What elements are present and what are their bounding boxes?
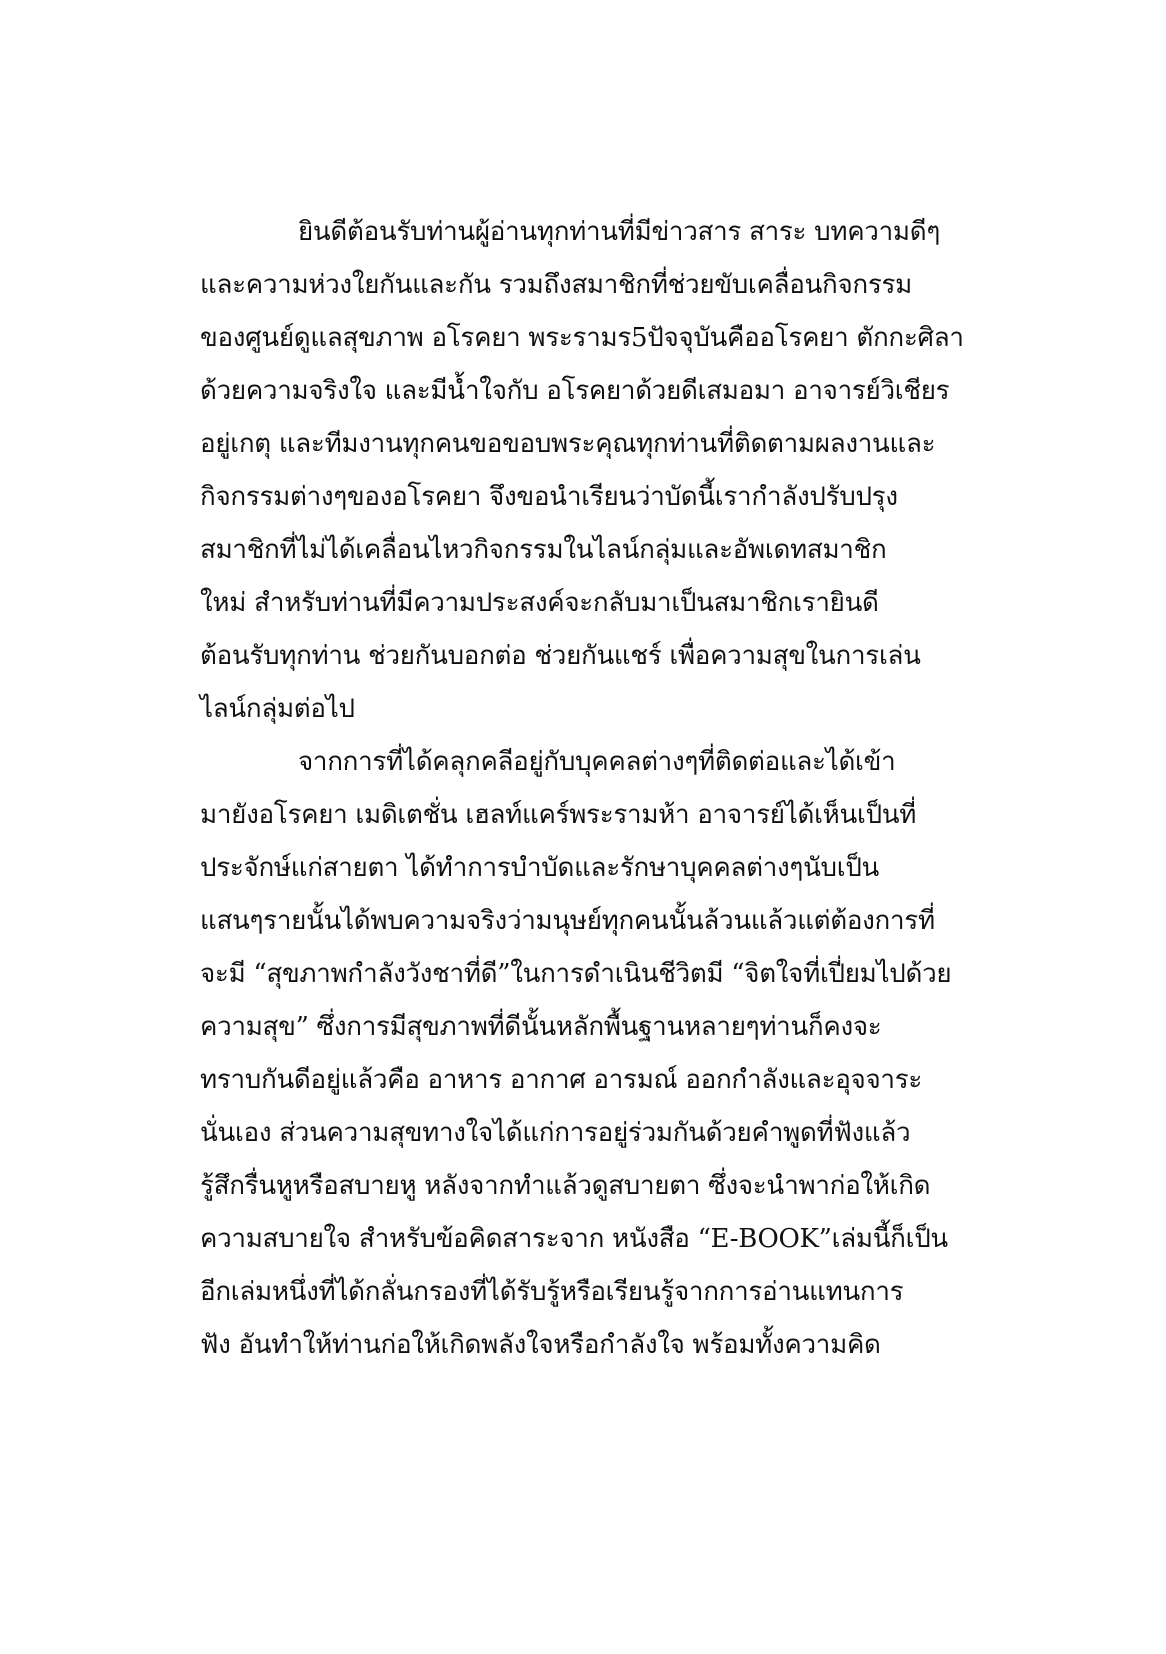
- paragraph-line: ความสบายใจ สำหรับข้อคิดสาระจาก หนังสือ “E-BOOK”เล่มนี้ก็เป็น: [200, 1224, 948, 1254]
- paragraph-line: มายังอโรคยา เมดิเตชั่น เฮลท์แคร์พระรามห้า อาจารย์ได้เห็นเป็นที่: [200, 800, 917, 830]
- body-text: [200, 206, 980, 1372]
- paragraph-line: กิจกรรมต่างๆของอโรคยา จึงขอนำเรียนว่าบัดนี้เรากำลังปรับปรุง: [200, 482, 898, 512]
- paragraph-line: ใหม่ สำหรับท่านที่มีความประสงค์จะกลับมาเป็นสมาชิกเรายินดี: [200, 588, 879, 618]
- paragraph-line: จะมี “สุขภาพกำลังวังชาที่ดี”ในการดำเนินชีวิตมี “จิตใจที่เปี่ยมไปด้วย: [200, 959, 952, 989]
- paragraph-line: และความห่วงใยกันและกัน รวมถึงสมาชิกที่ช่วยขับเคลื่อนกิจกรรม: [200, 270, 913, 300]
- paragraph-1: [200, 206, 980, 736]
- paragraph-line: ด้วยความจริงใจ และมีน้ำใจกับ อโรคยาด้วยดีเสมอมา อาจารย์วิเชียร: [200, 376, 950, 406]
- paragraph-line: ความสุข” ซึ่งการมีสุขภาพที่ดีนั้นหลักพื้นฐานหลายๆท่านก็คงจะ: [200, 1012, 882, 1042]
- paragraph-line: ทราบกันดีอยู่แล้วคือ อาหาร อากาศ อารมณ์ ออกกำลังและอุจจาระ: [200, 1065, 923, 1095]
- paragraph-line: ไลน์กลุ่มต่อไป: [200, 694, 355, 724]
- paragraph-line: อยู่เกตุ และทีมงานทุกคนขอขอบพระคุณทุกท่านที่ติดตามผลงานและ: [200, 429, 936, 459]
- paragraph-line: ยินดีต้อนรับท่านผู้อ่านทุกท่านที่มีข่าวสาร สาระ บทความดีๆ: [298, 217, 940, 247]
- paragraph-line: นั่นเอง ส่วนความสุขทางใจได้แก่การอยู่ร่วมกันด้วยคำพูดที่ฟังแล้ว: [200, 1118, 911, 1148]
- paragraph-line: ต้อนรับทุกท่าน ช่วยกันบอกต่อ ช่วยกันแชร์ เพื่อความสุขในการเล่น: [200, 641, 921, 671]
- paragraph-line: รู้สึกรื่นหูหรือสบายหู หลังจากทำแล้วดูสบายตา ซึ่งจะนำพาก่อให้เกิด: [200, 1171, 931, 1201]
- paragraph-line: แสนๆรายนั้นได้พบความจริงว่ามนุษย์ทุกคนนั้นล้วนแล้วแต่ต้องการที่: [200, 906, 935, 936]
- paragraph-line: ประจักษ์แก่สายตา ได้ทำการบำบัดและรักษาบุคคลต่างๆนับเป็น: [200, 853, 880, 883]
- paragraph-2: [200, 736, 980, 1372]
- paragraph-line: จากการที่ได้คลุกคลีอยู่กับบุคคลต่างๆที่ติดต่อและได้เข้า: [298, 747, 896, 777]
- paragraph-line: ฟัง อันทำให้ท่านก่อให้เกิดพลังใจหรือกำลังใจ พร้อมทั้งความคิด: [200, 1330, 881, 1360]
- paragraph-line: ของศูนย์ดูแลสุขภาพ อโรคยา พระรามร5ปัจจุบันคืออโรคยา ตักกะศิลา: [200, 323, 964, 353]
- paragraph-line: สมาชิกที่ไม่ได้เคลื่อนไหวกิจกรรมในไลน์กลุ่มและอัพเดทสมาชิก: [200, 535, 887, 565]
- paragraph-line: อีกเล่มหนึ่งที่ได้กลั่นกรองที่ได้รับรู้หรือเรียนรู้จากการอ่านแทนการ: [200, 1277, 904, 1307]
